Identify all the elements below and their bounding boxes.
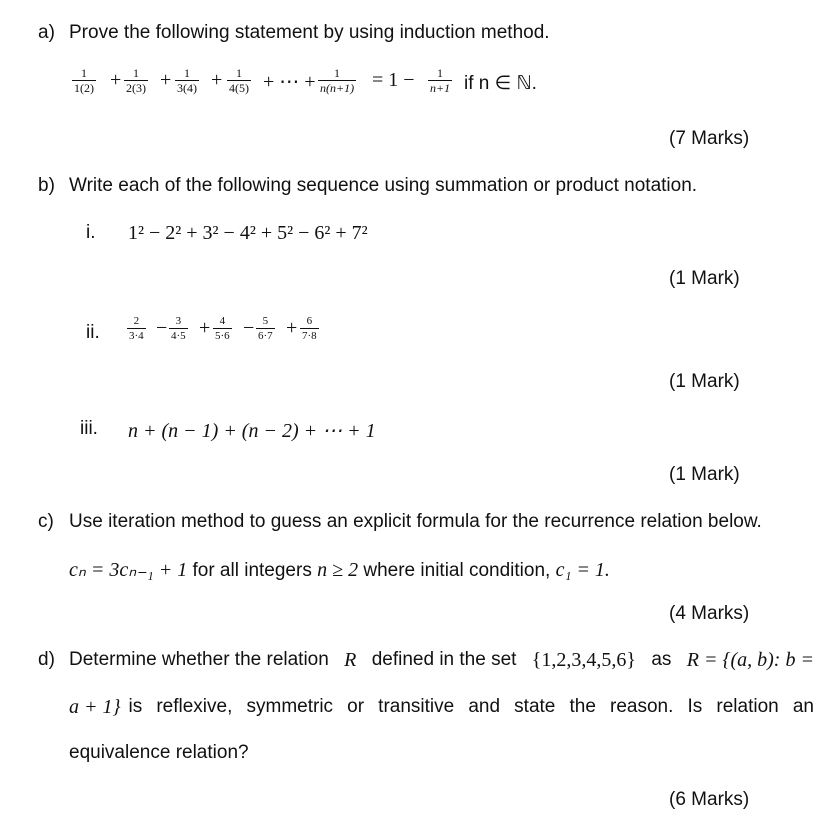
part-a-marks: (7 Marks) [669, 128, 750, 149]
operator: + [160, 69, 172, 91]
text: defined in the set [371, 649, 517, 670]
fraction: $\frac{5}{6\cdot 7}$ [258, 315, 273, 342]
part-d-marks: (6 Marks) [669, 789, 750, 810]
recurrence-text-2: where initial condition, [363, 560, 551, 581]
part-b-label: b) [38, 175, 55, 196]
recurrence-text: for all integers [192, 560, 312, 581]
fraction: $\frac{3}{4\cdot 5}$ [171, 315, 186, 342]
part-d-label: d) [38, 649, 55, 670]
part-a-question: Prove the following statement by using induction method. [69, 22, 550, 43]
item-i-expression: 1² − 2² + 3² − 4² + 5² − 6² + 7² [128, 222, 368, 244]
text: Determine whether the relation [69, 649, 329, 670]
fraction: $\frac{1}{4(5)}$ [229, 66, 249, 95]
fraction: $\frac{6}{7\cdot 8}$ [302, 315, 317, 342]
operator: + [110, 69, 122, 91]
relation-definition: R = {(a, b): b = [686, 649, 814, 671]
condition-text: if n ∈ ℕ. [464, 73, 537, 94]
item-i-label: i. [86, 222, 96, 243]
item-ii-label: ii. [86, 322, 100, 343]
operator: = 1 − [372, 69, 415, 91]
part-a-label: a) [38, 22, 55, 43]
part-d-line-1 [69, 649, 814, 672]
fraction: $\frac{1}{1(2)}$ [74, 66, 94, 95]
fraction: $\frac{2}{3\cdot 4}$ [129, 315, 144, 342]
fraction: $\frac{1}{n(n+1)}$ [320, 66, 355, 95]
item-iii-marks: (1 Mark) [669, 464, 740, 485]
operator: − [156, 317, 168, 339]
set-expression: {1,2,3,4,5,6} [531, 649, 636, 671]
operator: + ⋯ + [263, 71, 316, 93]
item-ii-marks: (1 Mark) [669, 371, 740, 392]
fraction: $\frac{1}{2(3)}$ [126, 66, 146, 95]
text: is reflexive, symmetric or transitive and state the reason. Is relation an [128, 696, 814, 717]
operator: + [199, 317, 211, 339]
part-c-label: c) [38, 511, 54, 532]
recurrence-formula: cₙ = 3cₙ₋₁ + 1 [69, 559, 188, 581]
part-c-marks: (4 Marks) [669, 603, 750, 624]
operator: + [211, 69, 223, 91]
fraction: $\frac{1}{n+1}$ [430, 66, 451, 95]
operator: − [243, 317, 255, 339]
relation-symbol: R [344, 649, 357, 671]
initial-condition: c₁ = 1. [555, 559, 610, 581]
part-c-question: Use iteration method to guess an explicit formula for the recurrence relation below. [69, 511, 762, 532]
item-iii-expression: n + (n − 1) + (n − 2) + ⋯ + 1 [128, 420, 376, 442]
item-iii-label: iii. [80, 418, 98, 439]
recurrence-bound: n ≥ 2 [317, 559, 359, 581]
part-b-question: Write each of the following sequence using summation or product notation. [69, 175, 698, 196]
recurrence-line [69, 557, 610, 582]
operator: + [286, 317, 298, 339]
fraction: $\frac{1}{3(4)}$ [177, 66, 197, 95]
part-d-line-3: equivalence relation? [69, 742, 249, 763]
fraction: $\frac{4}{5\cdot 6}$ [215, 315, 230, 342]
relation-definition-end: a + 1} [69, 696, 121, 718]
item-i-marks: (1 Mark) [669, 268, 740, 289]
part-d-line-2 [69, 696, 814, 719]
text: as [651, 649, 672, 670]
